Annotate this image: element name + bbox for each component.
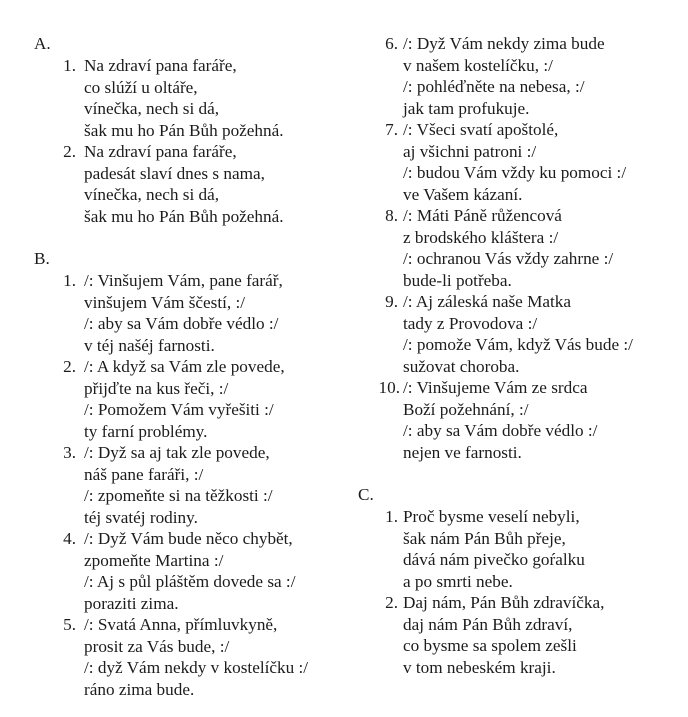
verse-number: 3.	[63, 443, 76, 462]
verse-line: a po smrti nebe.	[403, 571, 513, 591]
verse-line: bude-li potřeba.	[403, 270, 512, 290]
verse-line: Daj nám, Pán Bůh zdravíčka,	[403, 593, 605, 612]
verse-line: šak nám Pán Bůh přeje,	[403, 528, 566, 548]
verse-line: v tom nebeském kraji.	[403, 657, 556, 677]
verse-line: tady z Provodova :/	[403, 313, 538, 333]
verse-number: 2.	[385, 593, 398, 612]
verse-line: sužovat choroba.	[403, 356, 520, 376]
verse-line: /: Dyž sa aj tak zle povede,	[84, 443, 270, 462]
verse-line: prosit za Vás bude, :/	[84, 636, 230, 656]
verse-number: 1.	[63, 271, 76, 290]
verse-line: padesát slaví dnes s nama,	[84, 163, 265, 183]
verse-line: v téj našéj farnosti.	[84, 335, 215, 355]
verse-line: Na zdraví pana faráře,	[84, 56, 237, 75]
verse-line: Na zdraví pana faráře,	[84, 142, 237, 161]
verse-line: /: pomože Vám, když Vás bude :/	[403, 335, 633, 355]
verse-number: 1.	[385, 507, 398, 526]
verse-line: /: Svatá Anna, přímluvkyně,	[84, 615, 278, 634]
verse-line: vinšujem Vám ščestí, :/	[84, 292, 246, 312]
verse-line: aj všichni patroni :/	[403, 141, 537, 161]
verse-line: vínečka, nech si dá,	[84, 99, 220, 119]
verse-line: zpomeňte Martina :/	[84, 550, 224, 570]
verse-line: ty farní problémy.	[84, 421, 208, 441]
verse-line: daj nám Pán Bůh zdraví,	[403, 614, 573, 634]
verse-number: 7.	[385, 120, 398, 139]
verse-line: /: Dyž Vám bude něco chybět,	[84, 529, 293, 548]
verse-line: /: zpomeňte si na těžkosti :/	[84, 486, 273, 506]
verse-number: 10.	[378, 378, 400, 397]
verse-number: 1.	[63, 56, 76, 75]
verse-line: /: aby sa Vám dobře védlo :/	[403, 421, 598, 441]
verse-line: co slúží u oltáře,	[84, 77, 198, 97]
verse-line: /: dyž Vám nekdy v kostelíčku :/	[84, 658, 309, 678]
verse-line: Proč bysme veselí nebyli,	[403, 507, 580, 526]
verse-line: poraziti zima.	[84, 593, 179, 613]
verse-line: co bysme sa spolem zešli	[403, 636, 577, 656]
verse-line: /: Dyž Vám nekdy zima bude	[403, 34, 605, 53]
verse-line: ráno zima bude.	[84, 679, 195, 699]
verse-line: přijďte na kus řeči, :/	[84, 378, 229, 398]
verse-line: vínečka, nech si dá,	[84, 185, 220, 205]
verse-number: 5.	[63, 615, 76, 634]
verse-line: v našem kostelíčku, :/	[403, 55, 553, 75]
verse-line: /: aby sa Vám dobře védlo :/	[84, 314, 279, 334]
verse-line: šak mu ho Pán Bůh požehná.	[84, 120, 284, 140]
verse-line: z brodského kláštera :/	[403, 227, 559, 247]
verse-number: 4.	[63, 529, 76, 548]
verse-number: 2.	[63, 142, 76, 161]
verse-line: nejen ve farnosti.	[403, 442, 522, 462]
section-label-b: B.	[34, 249, 50, 268]
verse-line: /: budou Vám vždy ku pomoci :/	[403, 163, 627, 183]
verse-line: /: Pomožem Vám vyřešiti :/	[84, 400, 274, 420]
verse-line: dává nám pivečko goŕalku	[403, 550, 585, 570]
verse-line: /: Vinšujem Vám, pane farář,	[84, 271, 283, 290]
verse-number: 8.	[385, 206, 398, 225]
verse-line: ve Vašem kázaní.	[403, 184, 523, 204]
verse-line: jak tam profukuje.	[403, 98, 530, 118]
verse-line: /: pohléďněte na nebesa, :/	[403, 77, 585, 97]
verse-line: /: Všeci svatí apoštolé,	[403, 120, 559, 139]
verse-number: 2.	[63, 357, 76, 376]
verse-number: 6.	[385, 34, 398, 53]
verse-number: 9.	[385, 292, 398, 311]
verse-line: /: Vinšujeme Vám ze srdca	[403, 378, 588, 397]
verse-line: /: A když sa Vám zle povede,	[84, 357, 285, 376]
verse-line: téj svatéj rodiny.	[84, 507, 198, 527]
verse-line: /: Aj záleská naše Matka	[403, 292, 571, 311]
verse-line: /: Máti Páně růžencová	[403, 206, 562, 225]
verse-line: /: ochranou Vás vždy zahrne :/	[403, 249, 614, 269]
verse-line: /: Aj s půl pláštěm dovede sa :/	[84, 572, 296, 592]
verse-line: šak mu ho Pán Bůh požehná.	[84, 206, 284, 226]
section-label-c: C.	[358, 485, 374, 504]
verse-line: náš pane faráři, :/	[84, 464, 204, 484]
verse-line: Boží požehnání, :/	[403, 399, 529, 419]
section-label-a: A.	[34, 34, 51, 53]
